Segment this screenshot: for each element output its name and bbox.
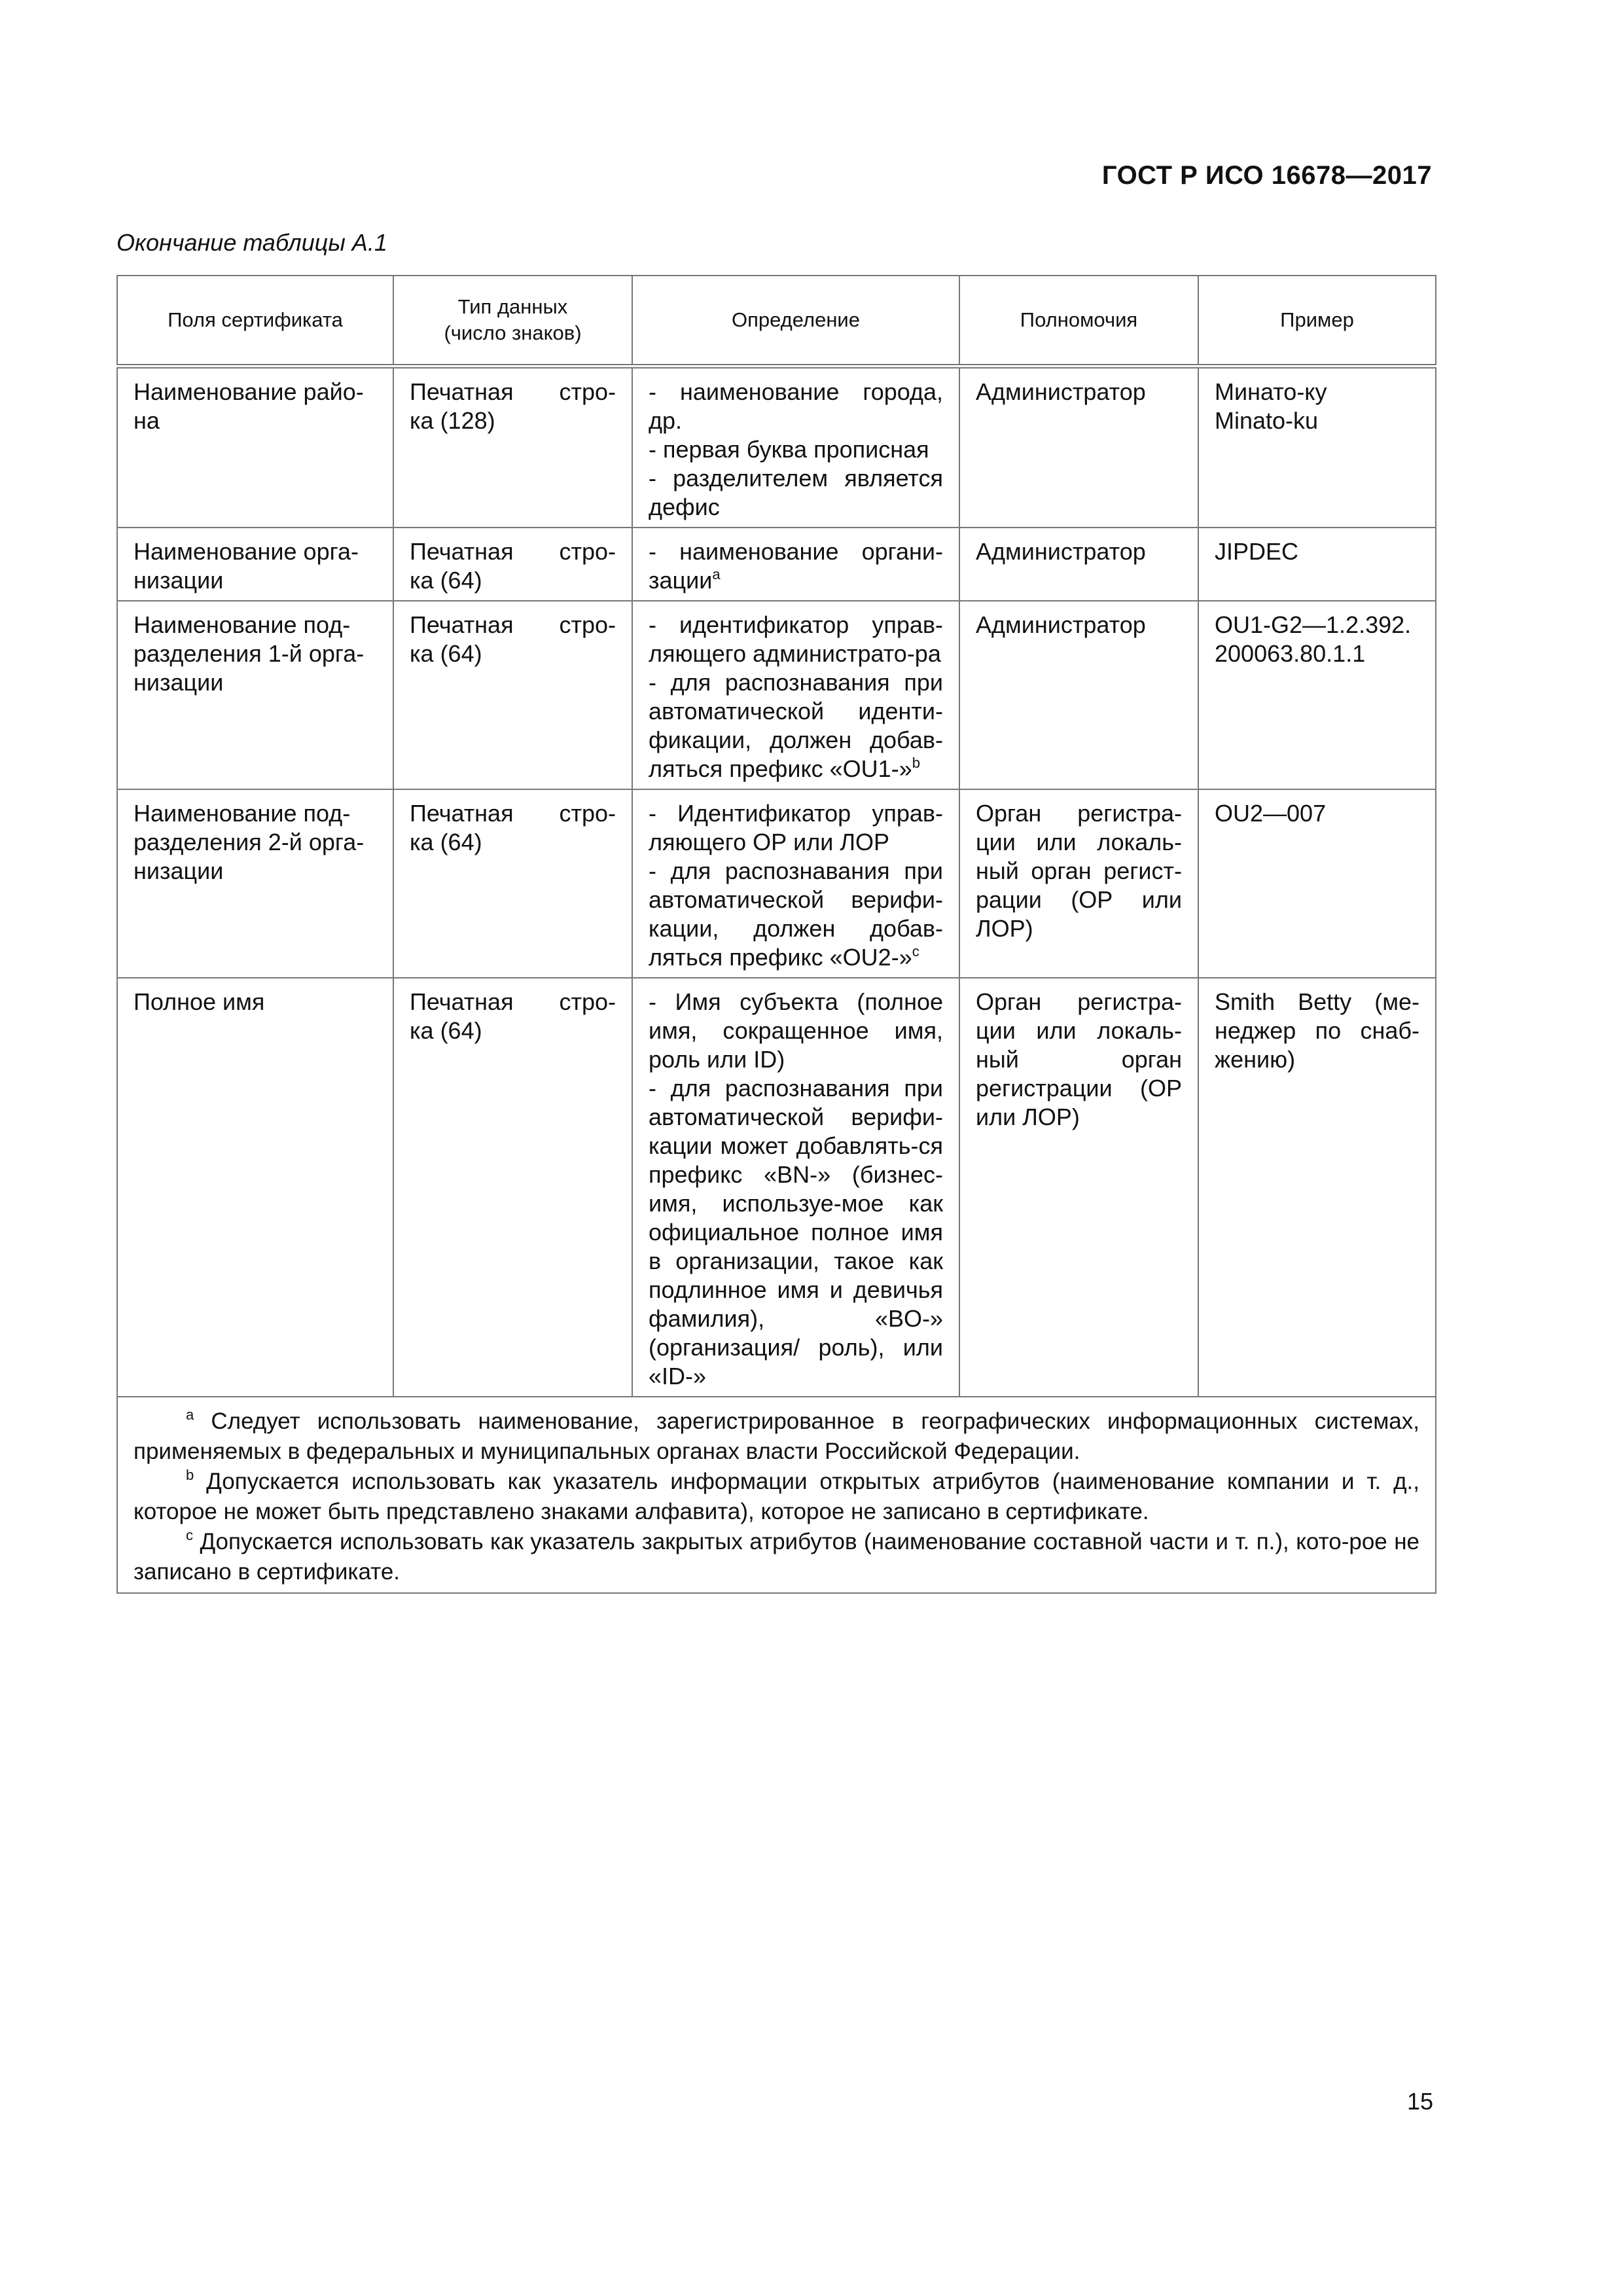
page-number: 15 bbox=[1406, 2088, 1433, 2115]
col-header-example: Пример bbox=[1198, 276, 1436, 367]
type-word: Печатная bbox=[410, 378, 514, 405]
definition-line bbox=[649, 668, 943, 783]
cell-authority bbox=[959, 978, 1198, 1397]
definition-line bbox=[649, 857, 943, 972]
type-word: ка (64) bbox=[410, 1017, 482, 1044]
footnote-mark: b bbox=[912, 755, 920, 771]
definition-text: - для распознавания при автоматической верифи-кации, должен добав-ляться префикс «OU2-» bbox=[649, 857, 943, 971]
type-word: Печатная bbox=[410, 538, 514, 565]
cell-field bbox=[117, 978, 393, 1397]
example-line: OU1-G2—1.2.392. bbox=[1215, 611, 1412, 638]
definition-line bbox=[649, 611, 943, 668]
type-word: ка (64) bbox=[410, 829, 482, 855]
certificate-fields-table bbox=[116, 275, 1436, 1594]
field-line: Полное имя bbox=[134, 988, 265, 1015]
field-line: низации bbox=[134, 567, 224, 594]
document-id: ГОСТ Р ИСО 16678—2017 bbox=[1101, 161, 1432, 190]
type-word: Печатная bbox=[410, 611, 514, 638]
field-line: Наименование под- bbox=[134, 800, 351, 827]
cell-field bbox=[117, 367, 393, 528]
note-b: $^b$ Допускается использовать как указатель информации открытых атрибутов (наименование компании и т. д., которое не может быть представлено знаками алфавита), которое не записано в сертификате. bbox=[134, 1467, 1419, 1524]
cell-field bbox=[117, 601, 393, 789]
field-line: низации bbox=[134, 669, 224, 696]
definition-line bbox=[649, 799, 943, 857]
cell-example bbox=[1198, 978, 1436, 1397]
field-line: Наименование райо- bbox=[134, 378, 364, 405]
type-word: ка (64) bbox=[410, 640, 482, 667]
cell-authority bbox=[959, 601, 1198, 789]
field-line: низации bbox=[134, 857, 224, 884]
definition-line bbox=[649, 435, 943, 464]
field-line: Наименование орга- bbox=[134, 538, 359, 565]
definition-text: - разделителем является дефис bbox=[649, 465, 943, 520]
authority-text: Администратор bbox=[976, 378, 1146, 405]
definition-line bbox=[649, 464, 943, 522]
definition-line bbox=[649, 1074, 943, 1391]
cell-definition bbox=[632, 978, 959, 1397]
cell-definition bbox=[632, 528, 959, 601]
example-line: Минато-ку bbox=[1215, 378, 1327, 405]
definition-line bbox=[649, 988, 943, 1074]
col-header-definition: Определение bbox=[632, 276, 959, 367]
footnote-mark: c bbox=[912, 943, 919, 960]
example-line: OU2—007 bbox=[1215, 800, 1327, 827]
cell-type bbox=[393, 978, 632, 1397]
footnote-mark: a bbox=[712, 566, 721, 583]
cell-example bbox=[1198, 367, 1436, 528]
field-line: разделения 1-й орга- bbox=[134, 640, 365, 667]
cell-authority bbox=[959, 789, 1198, 978]
definition-text: - для распознавания при автоматической верифи-кации может добавлять-ся префикс «BN-» (бизнес-имя, используе-мое как официальное полное имя в организации, такое как подлинное имя и девичья фамилия), «BO-» (организация/ роль), или «ID-» bbox=[649, 1075, 943, 1390]
table-row bbox=[117, 367, 1436, 528]
definition-text: - наименование органи-зации bbox=[649, 538, 943, 594]
col-header-authority: Полномочия bbox=[959, 276, 1198, 367]
notes-row bbox=[117, 1397, 1436, 1593]
definition-text: - первая буква прописная bbox=[649, 436, 929, 463]
cell-example bbox=[1198, 789, 1436, 978]
type-word: стро- bbox=[559, 800, 616, 827]
cell-definition bbox=[632, 367, 959, 528]
definition-text: - для распознавания при автоматической иденти-фикации, должен добав-ляться префикс «OU1-» bbox=[649, 669, 943, 782]
cell-authority bbox=[959, 528, 1198, 601]
example-line: JIPDEC bbox=[1215, 538, 1299, 565]
cell-type bbox=[393, 601, 632, 789]
cell-type bbox=[393, 789, 632, 978]
table-header-row bbox=[117, 276, 1436, 367]
note-a: $^a$ Следует использовать наименование, зарегистрированное в географических информационных системах, применяемых в федеральных и муниципальных органах власти Российской Федерации. bbox=[134, 1407, 1419, 1464]
cell-authority bbox=[959, 367, 1198, 528]
table-caption: Окончание таблицы А.1 bbox=[116, 229, 387, 256]
definition-text: - идентификатор управ-ляющего администрато-ра bbox=[649, 611, 943, 667]
definition-line bbox=[649, 537, 943, 595]
definition-text: - Имя субъекта (полное имя, сокращенное имя, роль или ID) bbox=[649, 988, 943, 1073]
type-word: стро- bbox=[559, 538, 616, 565]
col-header-type: Тип данных (число знаков) bbox=[393, 276, 632, 367]
type-word: стро- bbox=[559, 611, 616, 638]
table-row bbox=[117, 978, 1436, 1397]
authority-text: Орган регистра-ции или локаль-ный орган регистрации (ОР или ЛОР) bbox=[976, 988, 1182, 1130]
type-word: стро- bbox=[559, 378, 616, 405]
cell-definition bbox=[632, 789, 959, 978]
definition-text: - Идентификатор управ-ляющего ОР или ЛОР bbox=[649, 800, 943, 855]
authority-text: Администратор bbox=[976, 611, 1146, 638]
table-row bbox=[117, 528, 1436, 601]
cell-example bbox=[1198, 528, 1436, 601]
authority-text: Орган регистра-ции или локаль-ный орган регист-рации (ОР или ЛОР) bbox=[976, 800, 1182, 942]
field-line: на bbox=[134, 407, 160, 434]
field-line: разделения 2-й орга- bbox=[134, 829, 365, 855]
type-word: Печатная bbox=[410, 800, 514, 827]
cell-example bbox=[1198, 601, 1436, 789]
cell-field bbox=[117, 528, 393, 601]
cell-type bbox=[393, 367, 632, 528]
col-header-field: Поля сертификата bbox=[117, 276, 393, 367]
table-row bbox=[117, 601, 1436, 789]
example-line: Minato-ku bbox=[1215, 407, 1319, 434]
cell-field bbox=[117, 789, 393, 978]
authority-text: Администратор bbox=[976, 538, 1146, 565]
example-line: 200063.80.1.1 bbox=[1215, 640, 1366, 667]
type-word: ка (128) bbox=[410, 407, 495, 434]
cell-definition bbox=[632, 601, 959, 789]
type-word: ка (64) bbox=[410, 567, 482, 594]
definition-text: - наименование города, др. bbox=[649, 378, 943, 434]
field-line: Наименование под- bbox=[134, 611, 351, 638]
definition-line bbox=[649, 378, 943, 435]
example-line: Smith Betty (ме-неджер по снаб-жению) bbox=[1215, 988, 1419, 1073]
cell-type bbox=[393, 528, 632, 601]
table-notes bbox=[117, 1397, 1436, 1593]
type-word: Печатная bbox=[410, 988, 514, 1015]
type-word: стро- bbox=[559, 988, 616, 1015]
note-c: $^c$ Допускается использовать как указатель закрытых атрибутов (наименование составной части и т. п.), кото-рое не записано в сертификате. bbox=[134, 1527, 1419, 1585]
table-row bbox=[117, 789, 1436, 978]
